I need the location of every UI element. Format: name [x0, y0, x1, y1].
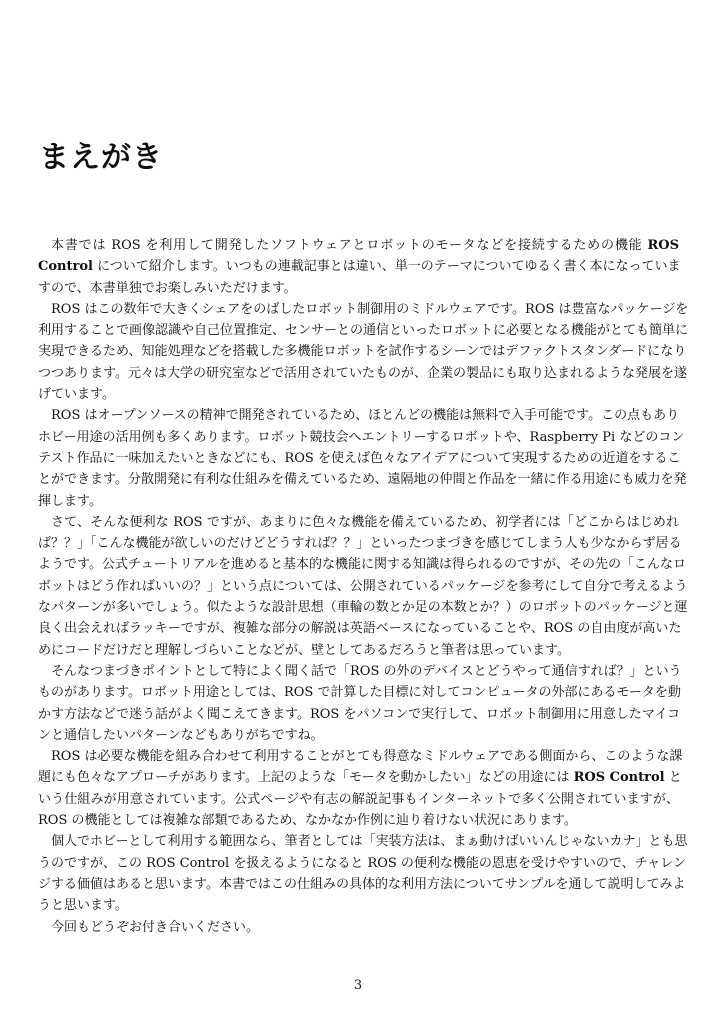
text-segment: なパターンが多いでしょう。似たような設計思想（車輪の数とか足の本数とか？）のロボットのパッケージと運 — [38, 600, 688, 616]
text-line — [38, 469, 687, 490]
text-line — [38, 767, 682, 788]
text-segment: ホビー用途の活用例も多くあります。ロボット競技会へエントリーするロボットや、Raspberry Pi などのコン — [38, 429, 685, 445]
text-segment: ジする価値はあると思います。本書ではこの仕組みの具体的な利用方法についてサンプルを通して説明してみよ — [38, 876, 686, 892]
text-line — [38, 725, 679, 746]
text-line — [38, 256, 679, 277]
text-segment: ROS はこの数年で大きくシェアをのばしたロボット制御用のミドルウェアです。ROS は豊富なパッケージを — [51, 301, 689, 317]
text-segment: 個人でホビーとして利用する範囲なら、筆者としては「実装方法は、まぁ動けばいいんじゃないカナ」とも思 — [51, 834, 688, 850]
text-line — [38, 597, 688, 618]
text-segment: ボットはどう作ればいいの？」という点については、公開されているパッケージを参考にして自分で考えるよう — [38, 578, 688, 594]
text-line — [38, 363, 687, 384]
text-line — [38, 853, 686, 874]
text-line — [38, 278, 679, 299]
text-segment: ば？？」「こんな機能が欲しいのだけどどうすれば？？」といったつまづきを感じてしまう人も少なからず居る — [38, 536, 682, 552]
text-segment: げています。 — [38, 387, 115, 403]
text-segment: ROS はオープンソースの精神で開発されているため、ほとんどの機能は無料で入手可能です。この点もあり — [51, 408, 680, 424]
text-line — [38, 746, 683, 767]
text-segment: うのですが、この ROS Control を扱えるようになると ROS の便利な機能の恩恵を受けやすいので、チャレン — [38, 855, 686, 871]
text-segment: そんなつまづきポイントとして特によく聞く話で「ROS の外のデバイスとどうやって通信すれば？」という — [51, 663, 682, 679]
paragraph — [38, 746, 683, 831]
page-number: 3 — [353, 978, 363, 993]
paragraph — [38, 661, 682, 746]
text-line — [38, 448, 679, 469]
text-segment: ようです。公式チュートリアルを進めると基本的な機能に関する知識は得られるのですが、その先の「こんなロ — [38, 557, 687, 573]
paragraph — [38, 235, 679, 299]
text-segment: つつあります。元々は大学の研究室などで活用されていたものが、企業の製品にも取り込まれるような発展を遂 — [38, 365, 687, 381]
page-title: まえがき — [39, 140, 163, 175]
text-segment: ものがあります。ロボット用途としては、ROS で計算した目標に対してコンピュータの外部にあるモータを動 — [38, 685, 681, 701]
text-line — [38, 810, 679, 831]
paragraph — [38, 512, 688, 661]
text-line — [38, 491, 679, 512]
text-line — [38, 704, 679, 725]
text-line — [38, 341, 687, 362]
text-line — [38, 554, 687, 575]
bold-term: ROS Control — [573, 770, 665, 786]
text-line — [38, 384, 679, 405]
text-segment: ROS の機能としては複雑な部類であるため、なかなか作例に辿り着けない状況にあります。 — [38, 813, 577, 829]
text-line — [38, 405, 679, 426]
text-line — [38, 789, 679, 810]
text-segment: と — [664, 770, 682, 786]
text-segment: テスト作品に一味加えたいときなどにも、ROS を使えば色々なアイデアについて実現するための近道をするこ — [38, 450, 681, 466]
paragraph — [38, 299, 689, 405]
text-line — [38, 874, 686, 895]
text-segment: 題にも色々なアプローチがあります。上記のような「モータを動かしたい」などの用途には — [38, 770, 574, 786]
text-segment: 利用することで画像認識や自己位置推定、センサーとの通信といったロボットに必要となる機能がとても簡単に — [38, 323, 689, 339]
text-line — [38, 618, 682, 639]
text-line — [38, 831, 688, 852]
bold-term: ROS — [647, 238, 679, 253]
paragraph — [38, 831, 688, 916]
text-line — [38, 895, 679, 916]
text-line — [38, 427, 685, 448]
text-line — [38, 917, 679, 938]
text-segment: うと思います。 — [38, 898, 128, 914]
bold-term: Control — [38, 259, 93, 275]
paragraph — [38, 917, 679, 938]
text-line — [38, 512, 679, 533]
text-line — [38, 640, 679, 661]
paragraph — [38, 405, 687, 511]
text-line — [38, 576, 688, 597]
text-line — [38, 299, 689, 320]
text-segment: ROS は必要な機能を組み合わせて利用することがとても得意なミドルウェアである側面から、このような課 — [51, 749, 683, 765]
text-segment: めにコードだけだと理解しづらいことなどが、壁としてあるだろうと筆者は思っています。 — [38, 642, 570, 658]
text-segment: 今回もどうぞお付き合いください。 — [51, 919, 260, 935]
text-segment: ンと通信したいパターンなどもありがちですね。 — [38, 727, 324, 743]
text-segment: いう仕組みが用意されています。公式ページや有志の解説記事もインターネットで多く公開されていますが、 — [38, 791, 679, 807]
text-segment: 実現できるため、知能処理などを搭載した多機能ロボットを試作するシーンではデファクトスタンダードになり — [38, 344, 687, 360]
text-segment: 本書では ROS を利用して開発したソフトウェアとロボットのモータなどを接続するための機能 — [51, 238, 648, 253]
text-line — [38, 533, 682, 554]
text-line — [38, 235, 679, 256]
text-segment: すので、本書単独でお楽しみいただけます。 — [38, 280, 297, 296]
text-segment: とができます。分散開発に有利な仕組みを備えているため、遠隔地の仲間と作品を一緒に作る用途にも威力を発 — [38, 472, 687, 488]
text-segment: 揮します。 — [38, 493, 102, 509]
preface-body — [38, 235, 689, 938]
text-segment: かす方法などで迷う話がよく聞こえてきます。ROS をパソコンで実行して、ロボット制御用に用意したマイコ — [38, 706, 681, 722]
text-segment: さて、そんな便利な ROS ですが、あまりに色々な機能を備えているため、初学者には「どこからはじめれ — [51, 514, 679, 530]
text-line — [38, 320, 689, 341]
text-segment: について紹介します。いつもの連載記事とは違い、単一のテーマについてゆるく書く本になっていま — [92, 259, 681, 275]
text-line — [38, 661, 682, 682]
text-segment: 良く出会えればラッキーですが、複雑な部分の解説は英語ベースになっていることや、ROS の自由度が高いた — [38, 621, 682, 637]
text-line — [38, 682, 679, 703]
